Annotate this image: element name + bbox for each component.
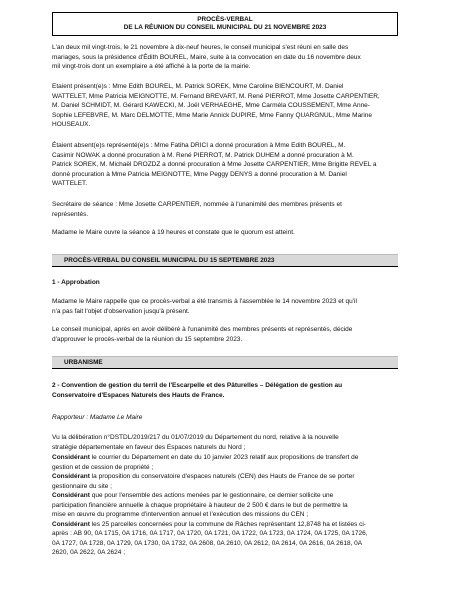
heading-line: 2 - Convention de gestion du terril de l'Escarpelle et des Pâturelles – Délégation de gestion au: [52, 382, 343, 389]
text-line: Madame le Maire ouvre la séance à 19 heures et constate que le quorum est atteint.: [52, 229, 295, 236]
intro-paragraph: [52, 43, 398, 72]
document-subtitle: DE LA RÉUNION DU CONSEIL MUNICIPAL DU 21 NOVEMBRE 2023: [123, 24, 327, 31]
text-line: Le conseil municipal, après en avoir délibéré à l'unanimité des membres présents et représentés, décide: [52, 326, 353, 333]
text-line: n'a pas fait l'objet d'observation jusqu'à présent.: [52, 307, 190, 315]
vu-paragraph: [52, 433, 398, 452]
text-line: représentés.: [52, 210, 89, 218]
text-line: d'approuver le procès-verbal de la réunion du 15 septembre 2023.: [52, 335, 243, 343]
considerants-paragraph: [52, 453, 398, 558]
text-line: [52, 472, 398, 482]
considerant-text: après : AB 90, 0A 1715, 0A 1716, 0A 1717, 0A 1720, 0A 1721, 0A 1722, 0A 1723, 0A 1724, 0A 1725, 0A 1726,: [52, 530, 368, 537]
considerant-text: gestion et de cession de propriété ;: [52, 463, 154, 471]
text-line: [52, 501, 398, 511]
text-line: [52, 548, 398, 558]
text-line: L'an deux mil vingt-trois, le 21 novembre à dix-neuf heures, le conseil municipal s'est réuni en salle des: [52, 44, 349, 51]
text-line: [52, 520, 398, 530]
secretary-paragraph: [52, 200, 398, 219]
text-line: mil vingt-trois dont un exemplaire a été affiché à la porte de la mairie.: [52, 63, 251, 70]
considerant-keyword: Considérant: [52, 454, 90, 461]
considerant-keyword: Considérant: [52, 492, 90, 499]
text-line: Étaient absent(e)s représenté(e)s : Mme Fatiha DRICI a donné procuration à Mme Edith BOUREL, M.: [52, 142, 346, 149]
text-line: [52, 529, 398, 539]
considerant-text: 0A 1727, 0A 1728, 0A 1729, 0A 1730, 0A 1732, 0A 2608, 0A 2610, 0A 2612, 0A 2614, 0A 2616, 0A 2618, 0A: [52, 539, 363, 547]
considerant-text: que pour l'ensemble des actions menées par le gestionnaire, ce dernier sollicite une: [89, 492, 334, 499]
text-line: [52, 482, 398, 492]
text-line: Sophie LEFEBVRE, M. Marc DELMOTTE, Mme Marie Annick DUPIRE, Mme Fanny QUARGNUL, Mme Marine: [52, 111, 373, 119]
text-line: Secrétaire de séance : Mme Josette CARPENTIER, nommée à l'unanimité des membres présents et: [52, 201, 342, 208]
absents-paragraph: [52, 141, 398, 189]
text-line: [52, 453, 398, 463]
text-line: mariages, sous la présidence d'Édith BOUREL, Maire, suite à la convocation en date du 16 novembre deux: [52, 53, 361, 61]
presents-paragraph: [52, 82, 398, 130]
text-line: M. Daniel SCHMIDT, M. Gérard KAWECKI, M. Joël VERHAEGHE, Mme Carméla COUSSEMENT, Mme Anne-: [52, 102, 370, 109]
text-line: HOUSEAUX.: [52, 121, 91, 128]
considerant-keyword: Considérant: [52, 473, 90, 480]
section-header-pv: PROCÈS-VERBAL DU CONSEIL MUNICIPAL DU 15 SEPTEMBRE 2023: [52, 254, 398, 267]
considerant-text: mise en œuvre du programme d'intervention annuel et l'exécution des missions du CEN ;: [52, 511, 309, 518]
text-line: [52, 491, 398, 501]
text-line: Vu la délibération n°DSTDL/2019/217 du 01/07/2019 du Département du nord, relative à la nouvelle: [52, 434, 339, 441]
document-title: PROCÈS-VERBAL: [197, 16, 253, 23]
text-line: WATTELET, Mme Patricia MEIGNOTTE, M. Fernand BREVART, M. René PIERROT, Mme Josette CARPENTIER,: [52, 92, 380, 100]
text-line: Rapporteur : Madame Le Maire: [52, 414, 143, 421]
considerant-keyword: Considérant: [52, 520, 90, 528]
convention-heading: [52, 381, 398, 400]
document-title-box: [52, 12, 398, 36]
approbation-paragraph-1: [52, 297, 398, 316]
considerant-text: 2620, 0A 2622, 0A 2624 ;: [52, 549, 126, 556]
approbation-paragraph-2: [52, 325, 398, 344]
section-header-urbanisme: URBANISME: [52, 356, 398, 369]
opening-paragraph: [52, 228, 398, 238]
considerant-text: participation financière annuelle à chaque propriétaire à hauteur de 2 500 € dans le but de permettre la: [52, 501, 348, 509]
text-line: Etaient présent(e)s : Mme Edith BOUREL, M. Patrick SOREK, Mme Caroline BIENCOURT, M. Daniel: [52, 83, 344, 90]
considerant-text: la proposition du conservatoire d'espaces naturels (CEN) des Hauts de France de se porter: [89, 473, 355, 480]
approbation-heading: 1 - Approbation: [52, 279, 100, 286]
text-line: Madame le Maire rappelle que ce procès-verbal a été transmis à l'assemblée le 14 novembre 2023 et qu'il: [52, 298, 357, 305]
text-line: Patrick SOREK, M. Michaël DROZDZ a donné procuration à Mme Josette CARPENTIER, Mme Brigitte REVEL a: [52, 161, 377, 168]
text-line: [52, 463, 398, 473]
text-line: [52, 539, 398, 549]
rapporteur-line: [52, 413, 398, 423]
considerant-text: les 25 parcelles concernées pour la commune de Râches représentant 12,8748 ha et listées ci-: [89, 520, 366, 528]
text-line: Casimir NOWAK a donné procuration à M. René PIERROT, M. Patrick DUHEM a donné procuration à M.: [52, 151, 354, 159]
text-line: WATTELET.: [52, 180, 88, 187]
heading-line: Conservatoire d'Espaces Naturels des Hauts de France.: [52, 391, 225, 399]
text-line: [52, 510, 398, 520]
text-line: donné procuration à Mme Patricia MEIGNOTTE, Mme Peggy DENYS a donné procuration à M. Daniel: [52, 170, 347, 178]
text-line: stratégie départementale en faveur des Espaces naturels du Nord ;: [52, 443, 246, 451]
considerant-text: gestionnaire du site ;: [52, 482, 112, 490]
considerant-text: le courrier du Département en date du 10 janvier 2023 relatif aux propositions de transfert de: [89, 454, 359, 461]
